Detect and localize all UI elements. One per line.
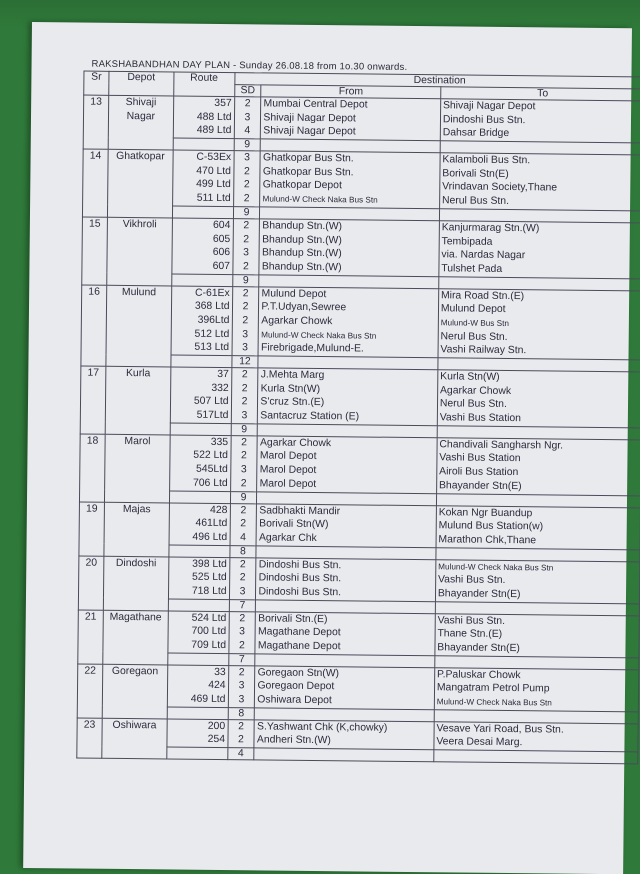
cell-route-empty — [172, 274, 233, 287]
from-value: Sadbhakti Mandir — [259, 504, 341, 517]
from-value: Bhandup Stn.(W) — [261, 261, 342, 274]
cell-route — [170, 367, 231, 423]
from-value: Mulund-W Check Naka Bus Stn — [262, 194, 378, 205]
sr-value: 22 — [84, 665, 96, 677]
to-value: Mangatram Petrol Pump — [436, 682, 550, 695]
to-value: Tembipada — [441, 235, 493, 248]
cell-depot — [103, 556, 168, 611]
from-value: Santacruz Station (E) — [260, 410, 360, 423]
cell-route-empty — [167, 707, 228, 720]
cell-depot — [107, 149, 173, 217]
to-value: Airoli Bus Station — [439, 466, 519, 479]
from-value: Ghatkopar Depot — [262, 179, 342, 192]
to-value: Kokan Ngr Buandup — [438, 506, 533, 519]
header-route: Route — [174, 72, 235, 97]
cell-from — [255, 666, 435, 710]
to-value: Borivali Stn(E) — [442, 168, 509, 180]
route-value: 469 Ltd — [190, 693, 226, 706]
route-value: 200 — [207, 720, 226, 732]
cell-to — [438, 288, 640, 360]
from-value: Dindoshi Bus Stn. — [258, 558, 342, 571]
cell-from — [258, 368, 438, 426]
cell-sr — [83, 95, 108, 149]
route-value: 706 Ltd — [192, 477, 228, 489]
cell-to — [439, 221, 640, 279]
sr-value: 18 — [86, 435, 99, 447]
from-value: Magathane Depot — [257, 626, 341, 639]
from-value: Andheri Stn.(W) — [256, 734, 331, 747]
sd-value: 2 — [240, 478, 247, 490]
depot-name: Shivaji — [125, 96, 157, 109]
from-value: Mulund Depot — [261, 287, 327, 300]
route-value: 428 — [210, 504, 228, 516]
to-value: Marathon Chk,Thane — [438, 534, 537, 547]
table-row — [77, 718, 638, 752]
cell-route — [171, 286, 232, 356]
cell-sr — [78, 556, 103, 610]
route-value: 398 Ltd — [192, 558, 227, 570]
cell-to — [439, 153, 640, 211]
table-row — [79, 502, 640, 550]
cell-to — [435, 559, 640, 603]
table-row — [83, 149, 640, 211]
table-row — [78, 556, 639, 604]
cell-sr — [82, 217, 108, 285]
sr-value: 14 — [89, 150, 102, 162]
cell-depot — [102, 664, 167, 719]
sd-value: 4 — [240, 532, 247, 544]
cell-sd-total: 9 — [232, 274, 259, 286]
route-value: 470 Ltd — [196, 165, 232, 177]
depot-name: Goregaon — [111, 665, 159, 678]
route-value: 461Ltd — [195, 517, 228, 530]
cell-from — [257, 436, 437, 494]
cell-from — [255, 612, 435, 656]
cell-from — [261, 97, 441, 141]
from-value: Marol Depot — [259, 478, 317, 490]
cell-route — [167, 665, 228, 708]
to-value: Agarkar Chowk — [439, 384, 512, 397]
table-row — [81, 285, 640, 360]
route-value: C-61Ex — [194, 287, 230, 299]
from-value: Bhandup Stn.(W) — [262, 220, 343, 233]
to-value: Shivaji Nagar Depot — [442, 100, 536, 113]
cell-sd — [228, 665, 255, 707]
cell-route-empty — [172, 206, 233, 219]
cell-depot — [106, 285, 172, 367]
route-value: 507 Ltd — [193, 396, 229, 408]
route-value: 606 — [212, 247, 231, 259]
to-value: Kalamboli Bus Stn. — [442, 154, 531, 167]
sd-value: 3 — [244, 111, 251, 123]
cell-sr — [82, 149, 108, 217]
sr-value: 23 — [83, 719, 96, 731]
cell-to — [435, 613, 640, 657]
cell-sr — [79, 502, 104, 556]
cell-route-empty — [167, 747, 228, 760]
cell-sr — [79, 434, 105, 502]
cell-to — [440, 99, 640, 143]
cell-depot — [105, 366, 171, 434]
route-value: 718 Ltd — [191, 585, 227, 598]
cell-sd — [227, 719, 254, 748]
sd-value: 2 — [238, 666, 245, 678]
cell-depot — [103, 610, 168, 665]
table-row — [77, 664, 638, 712]
sd-value: 2 — [242, 261, 249, 273]
depot-name: Oshiwara — [112, 719, 157, 732]
depot-name: Magathane — [109, 611, 162, 624]
sd-value: 2 — [243, 165, 250, 178]
cell-route-empty — [171, 355, 232, 368]
route-value: 607 — [212, 260, 231, 272]
sd-value: 3 — [243, 247, 250, 259]
to-value: Vashi Bus Station — [439, 412, 522, 425]
from-value: Agarkar Chk — [258, 532, 317, 544]
route-value: 522 Ltd — [193, 450, 229, 462]
paper-sheet — [23, 22, 632, 874]
cell-sr — [77, 718, 102, 759]
header-destination: Destination — [234, 73, 640, 89]
route-value: 424 — [208, 680, 226, 692]
page-title: RAKSHABANDHAN DAY PLAN - Sunday 26.08.18 from 1o.30 onwards. — [91, 58, 408, 73]
sd-value: 3 — [244, 152, 251, 164]
header-to: To — [441, 87, 640, 101]
from-value: Marol Depot — [259, 450, 317, 463]
route-value: 604 — [212, 219, 231, 231]
cell-route — [172, 150, 233, 206]
cell-sd-total: 9 — [234, 139, 261, 151]
from-value: Borivali Stn(W) — [259, 518, 329, 531]
cell-route-empty — [168, 653, 229, 666]
to-value: Kanjurmarag Stn.(W) — [441, 222, 540, 235]
from-value: J.Mehta Marg — [260, 369, 325, 382]
from-value: Bhandup Stn.(W) — [261, 247, 342, 260]
route-value: 512 Ltd — [194, 328, 230, 340]
to-value: Nerul Bus Stn. — [439, 398, 507, 411]
sr-value: 20 — [85, 557, 98, 569]
plan-table — [76, 71, 640, 765]
cell-from — [258, 286, 438, 357]
from-value: Shivaji Nagar Depot — [263, 112, 356, 125]
cell-sr — [80, 366, 106, 434]
cell-from — [256, 557, 436, 601]
cell-to — [437, 370, 640, 428]
cell-sd — [228, 611, 255, 653]
cell-route-empty — [169, 490, 230, 503]
to-value: Vashi Bus Station — [439, 452, 521, 465]
header-from: From — [261, 85, 441, 99]
cell-sd — [230, 435, 257, 491]
route-value: 357 — [214, 97, 232, 110]
to-value: Vashi Bus Stn. — [437, 574, 506, 587]
sr-value: 21 — [84, 611, 97, 623]
from-value: Marol Depot — [259, 464, 317, 477]
route-value: 332 — [211, 382, 229, 394]
to-value: Mira Road Stn.(E) — [440, 289, 525, 302]
to-value: Nerul Bus Stn. — [441, 195, 510, 208]
to-value: Dahsar Bridge — [442, 127, 510, 140]
header-depot: Depot — [109, 71, 174, 96]
cell-depot — [102, 718, 167, 759]
from-value: Kurla Stn(W) — [260, 383, 321, 395]
route-value: 700 Ltd — [191, 626, 227, 638]
from-value: Ghatkopar Bus Stn. — [262, 152, 354, 165]
to-value: Vrindavan Society,Thane — [442, 181, 558, 194]
cell-sd-total: 8 — [228, 707, 255, 719]
to-value: Bhayander Stn(E) — [438, 480, 522, 492]
to-value: Bhayander Stn(E) — [437, 642, 520, 655]
route-value: 517Ltd — [196, 409, 229, 422]
to-value: Mulund-W Check Naka Bus Stn — [438, 561, 554, 573]
sr-value: 16 — [88, 286, 100, 298]
cell-sd-total: 12 — [231, 356, 258, 368]
from-value: Borivali Stn.(E) — [258, 613, 328, 625]
sr-value: 17 — [87, 367, 100, 379]
sd-value: 2 — [239, 558, 246, 570]
cell-to — [436, 438, 640, 496]
depot-name: Ghatkopar — [116, 150, 165, 163]
cell-from — [256, 503, 436, 547]
sd-value: 2 — [239, 612, 246, 624]
sd-value: 2 — [242, 301, 249, 313]
from-value: Ghatkopar Bus Stn. — [262, 166, 354, 179]
sd-value: 2 — [239, 640, 245, 652]
cell-route — [167, 719, 228, 748]
plan-body — [77, 95, 640, 764]
route-value: 37 — [217, 368, 229, 381]
table-row — [78, 610, 639, 658]
from-value: Dindoshi Bus Stn. — [258, 572, 342, 585]
sr-value: 19 — [86, 503, 98, 515]
depot-name: Marol — [124, 435, 151, 448]
sr-value: 13 — [90, 96, 102, 108]
sd-value: 3 — [238, 680, 245, 692]
cell-sd — [234, 97, 261, 139]
to-value: via. Nardas Nagar — [441, 249, 526, 262]
table-row — [80, 434, 640, 496]
sd-value: 2 — [240, 504, 247, 516]
sd-value: 2 — [241, 436, 248, 449]
cell-from — [260, 151, 440, 209]
cell-sd — [233, 151, 260, 207]
sd-value: 2 — [241, 382, 248, 394]
from-value: Dindoshi Bus Stn. — [258, 586, 342, 599]
sd-value: 2 — [242, 287, 249, 299]
route-value: 33 — [214, 666, 226, 678]
from-value: Goregaon Stn(W) — [257, 667, 340, 679]
route-value: 496 Ltd — [192, 531, 228, 543]
from-value: Goregaon Depot — [257, 680, 335, 693]
cell-to — [434, 721, 638, 752]
from-value: Agarkar Chowk — [259, 437, 332, 449]
from-value: Firebrigade,Mulund-E. — [260, 342, 364, 355]
cell-sd-total: 9 — [231, 423, 258, 435]
from-value: P.T.Udyan,Sewree — [261, 301, 347, 314]
cell-sd — [230, 503, 257, 545]
route-value: 525 Ltd — [191, 571, 227, 584]
cell-sd-total: 7 — [228, 653, 255, 665]
from-value: S.Yashwant Chk (K,chowky) — [256, 721, 388, 734]
cell-depot — [107, 217, 173, 285]
sd-value: 3 — [239, 586, 246, 598]
header-sr: Sr — [84, 71, 109, 95]
cell-to — [436, 505, 640, 549]
cell-depot — [104, 434, 170, 502]
from-value: Mulund-W Check Naka Bus Stn — [261, 330, 377, 341]
route-value: 396Ltd — [197, 314, 230, 327]
cell-from — [259, 219, 439, 277]
to-value: Nerul Bus Stn. — [440, 330, 508, 343]
sd-value: 3 — [242, 342, 249, 354]
cell-to — [434, 667, 639, 711]
sd-value: 2 — [238, 720, 245, 733]
sd-value: 2 — [239, 572, 246, 584]
sd-value: 2 — [243, 179, 250, 191]
route-value: 709 Ltd — [191, 639, 227, 652]
route-value: C-53Ex — [196, 151, 232, 164]
to-value: Mulund Depot — [440, 303, 506, 316]
cell-sd-total: 9 — [230, 491, 257, 503]
cell-depot — [108, 95, 173, 150]
sd-value: 2 — [244, 98, 251, 110]
to-value: Kurla Stn(W) — [440, 371, 500, 383]
route-value: 511 Ltd — [196, 192, 231, 205]
cell-from-empty — [254, 748, 434, 762]
to-value: Mulund-W Bus Stn — [440, 318, 510, 328]
cell-to-empty — [434, 750, 638, 764]
header-sd: SD — [234, 85, 261, 97]
sd-value: 3 — [242, 328, 249, 340]
cell-sd — [232, 218, 259, 274]
cell-sr — [78, 610, 103, 664]
sd-value: 2 — [241, 369, 248, 381]
depot-name: Dindoshi — [115, 557, 157, 569]
route-value: 254 — [207, 734, 226, 746]
cell-sd — [229, 557, 256, 599]
cell-from — [254, 720, 434, 750]
to-value: Vashi Bus Stn. — [437, 614, 506, 627]
cell-sd-total: 9 — [233, 206, 260, 218]
cell-sr — [77, 664, 102, 718]
route-value: 499 Ltd — [196, 179, 231, 191]
cell-route — [172, 218, 233, 274]
sd-value: 3 — [241, 410, 248, 422]
to-value: Veera Desai Marg. — [436, 736, 523, 749]
from-value: S'cruz Stn.(E) — [260, 396, 325, 409]
from-value: Agarkar Chowk — [261, 315, 333, 328]
sd-value: 3 — [240, 464, 247, 476]
cell-route-empty — [169, 545, 230, 558]
depot-name: Kurla — [125, 368, 151, 380]
route-value: 545Ltd — [196, 463, 228, 476]
to-value: P.Paluskar Chowk — [436, 668, 521, 681]
sd-value: 4 — [244, 125, 251, 137]
depot-name: Majas — [122, 503, 151, 515]
from-value: Oshiwara Depot — [257, 694, 332, 707]
cell-sd-total: 8 — [229, 545, 256, 557]
sd-value: 2 — [243, 193, 250, 205]
to-value: Bhayander Stn(E) — [437, 588, 521, 601]
table-row — [82, 217, 640, 279]
cell-sd-total: 4 — [227, 748, 254, 760]
to-value: Thane Stn.(E) — [437, 628, 503, 641]
sd-value: 2 — [241, 396, 248, 408]
route-value: 513 Ltd — [194, 342, 230, 354]
cell-route — [169, 435, 230, 491]
sr-value: 15 — [88, 218, 101, 230]
to-value: Dindoshi Bus Stn. — [442, 113, 526, 126]
depot-name: Nagar — [126, 110, 156, 122]
cell-sr — [81, 285, 107, 367]
cell-sd — [231, 368, 258, 424]
cell-route — [168, 557, 229, 600]
cell-depot — [104, 502, 169, 557]
cell-route-empty — [173, 138, 234, 151]
to-value: Mulund-W Check Naka Bus Stn — [436, 697, 552, 708]
to-value: Vashi Railway Stn. — [440, 344, 527, 357]
sd-value: 2 — [238, 734, 244, 746]
from-value: Bhandup Stn.(W) — [262, 233, 342, 246]
sd-value: 2 — [243, 220, 250, 232]
table-row — [83, 95, 640, 143]
sd-value: 2 — [243, 233, 250, 245]
cell-route-empty — [170, 423, 231, 436]
table-row — [80, 366, 640, 428]
route-value: 489 Ltd — [196, 125, 232, 137]
to-value: Chandivali Sangharsh Ngr. — [439, 439, 564, 452]
cell-route-empty — [168, 599, 229, 612]
from-value: Mumbai Central Depot — [263, 98, 368, 111]
to-value: Mulund Bus Station(w) — [438, 520, 544, 533]
sd-value: 2 — [240, 518, 247, 530]
sd-value: 2 — [240, 450, 247, 462]
route-value: 335 — [210, 436, 229, 448]
to-value: Tulshet Pada — [441, 263, 503, 275]
sd-value: 2 — [242, 315, 249, 327]
cell-sd-total: 7 — [229, 599, 256, 611]
from-value: Shivaji Nagar Depot — [263, 125, 356, 138]
depot-name: Vikhroli — [122, 218, 157, 231]
cell-sd — [232, 286, 260, 356]
to-value: Vesave Yari Road, Bus Stn. — [436, 723, 564, 736]
sd-value: 3 — [238, 694, 245, 706]
depot-name: Mulund — [121, 286, 157, 298]
cell-route — [168, 611, 229, 654]
route-value: 368 Ltd — [194, 300, 230, 313]
from-value: Magathane Depot — [257, 640, 341, 653]
cell-route — [173, 96, 234, 139]
route-value: 488 Ltd — [196, 111, 232, 123]
sd-value: 3 — [239, 626, 246, 638]
cell-route — [169, 502, 230, 545]
route-value: 605 — [212, 233, 231, 245]
route-value: 524 Ltd — [191, 612, 227, 624]
